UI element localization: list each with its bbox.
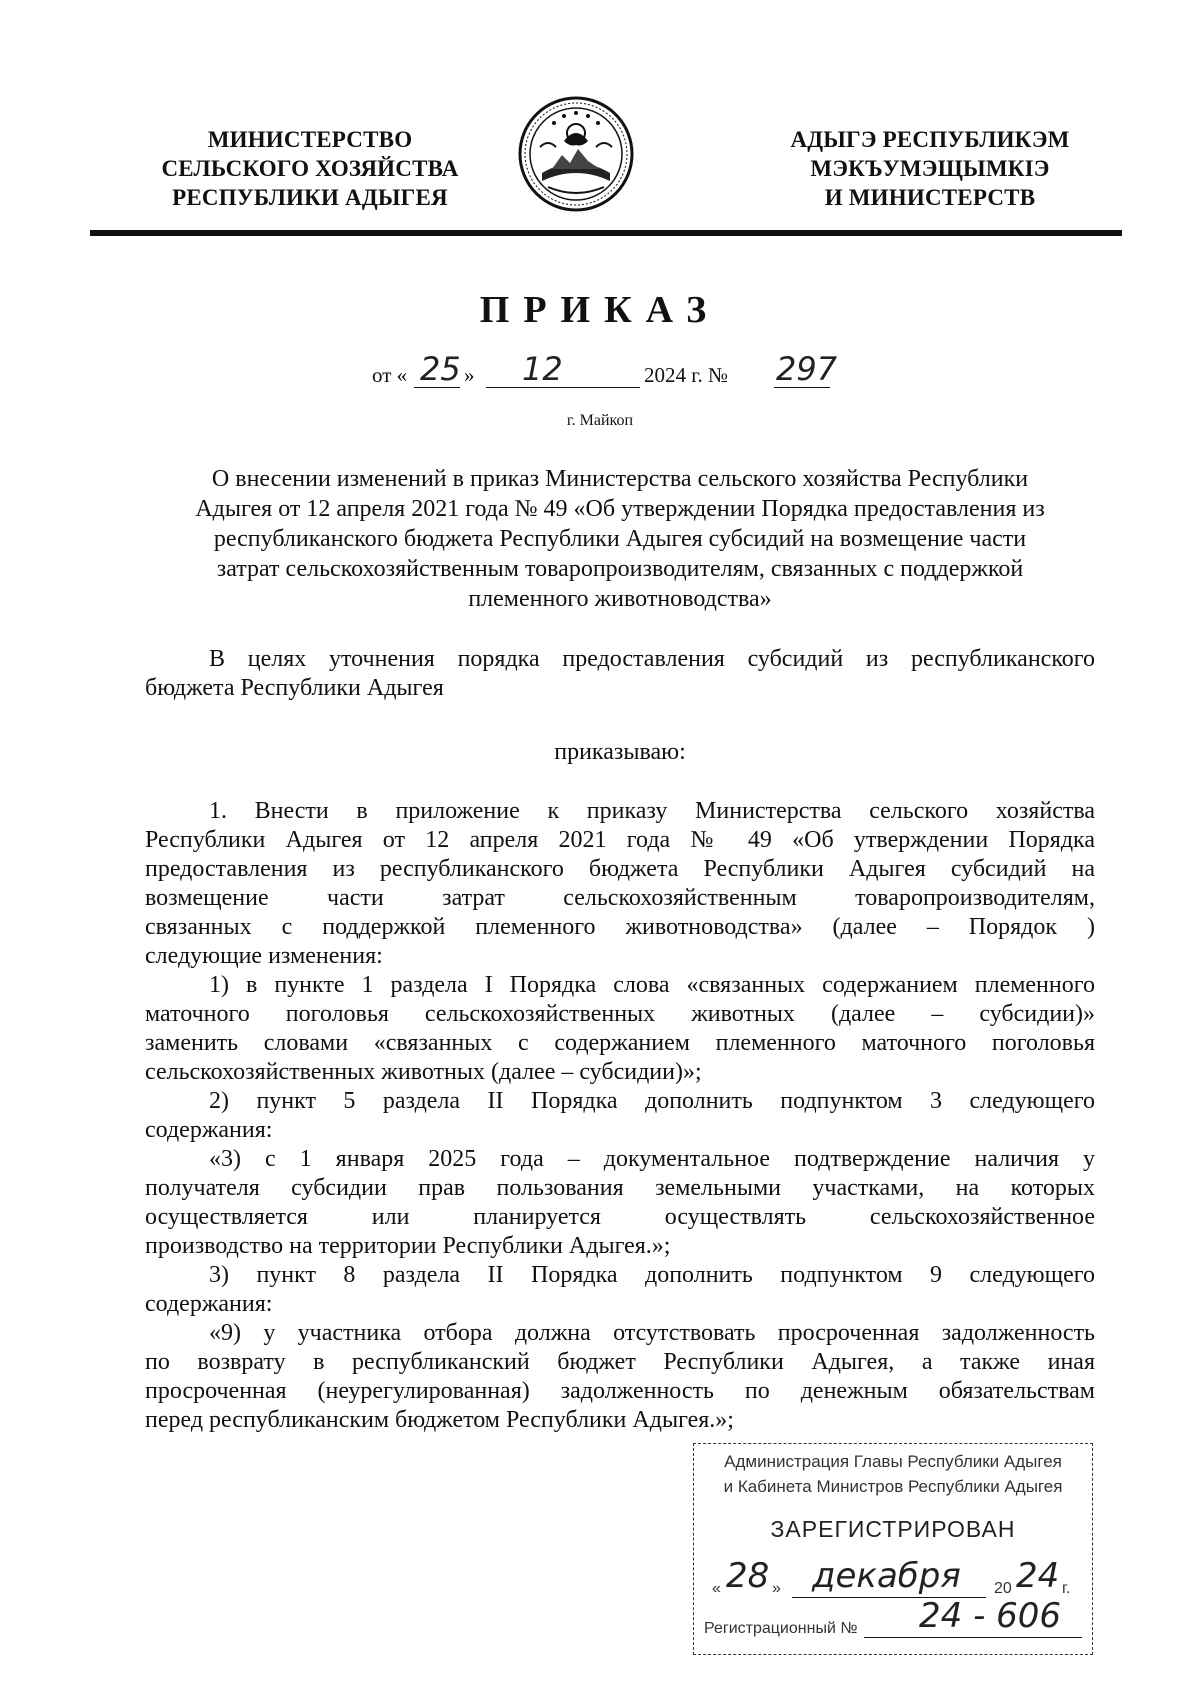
body-line: 1) в пункте 1 раздела I Порядка слова «связанных содержанием племенного bbox=[209, 972, 1095, 998]
stamp-day-open: « bbox=[712, 1580, 721, 1597]
subject-line: племенного животноводства» bbox=[468, 586, 772, 612]
registration-stamp bbox=[693, 1443, 1093, 1655]
month-underline bbox=[486, 387, 640, 388]
body-line: по возврату в республиканский бюджет Республики Адыгея, а также иная bbox=[145, 1349, 1095, 1375]
order-number-handwritten: 297 bbox=[776, 350, 838, 388]
body-line: 3) пункт 8 раздела II Порядка дополнить подпунктом 9 следующего bbox=[209, 1262, 1095, 1288]
order-word: приказываю: bbox=[554, 739, 686, 765]
subject-line: затрат сельскохозяйственным товаропроизводителям, связанных с поддержкой bbox=[216, 556, 1024, 582]
body-line: осуществляется или планируется осуществлять сельскохозяйственное bbox=[145, 1204, 1095, 1230]
stamp-year-mark: г. bbox=[1062, 1580, 1071, 1597]
body-line: просроченная (неурегулированная) задолженность по денежным обязательствам bbox=[145, 1378, 1095, 1404]
paragraph-2 bbox=[145, 971, 1095, 1087]
header-divider bbox=[90, 230, 1122, 236]
paragraph-3 bbox=[145, 1087, 1095, 1145]
subject-line: Адыгея от 12 апреля 2021 года № 49 «Об утверждении Порядка предоставления из bbox=[195, 496, 1045, 522]
header-right-line: АДЫГЭ РЕСПУБЛИКЭМ bbox=[790, 127, 1070, 152]
stamp-day-handwritten: 28 bbox=[726, 1556, 770, 1596]
date-day-handwritten: 25 bbox=[420, 350, 461, 388]
body-line: предоставления из республиканского бюджета Республики Адыгея субсидий на bbox=[145, 856, 1095, 882]
body-line: «3) с 1 января 2025 года – документальное подтверждение наличия у bbox=[209, 1146, 1095, 1172]
city-label: г. Майкоп bbox=[566, 412, 634, 429]
body-line: «9) у участника отбора должна отсутствовать просроченная задолженность bbox=[209, 1320, 1095, 1346]
subject-line: республиканского бюджета Республики Адыгея субсидий на возмещение части bbox=[213, 526, 1027, 552]
body-line: содержания: bbox=[145, 1117, 273, 1143]
stamp-registered-label: ЗАРЕГИСТРИРОВАН bbox=[770, 1516, 1016, 1542]
body-line: 2) пункт 5 раздела II Порядка дополнить подпунктом 3 следующего bbox=[209, 1088, 1095, 1114]
stamp-authority-line: и Кабинета Министров Республики Адыгея bbox=[723, 1477, 1063, 1496]
paragraph-5 bbox=[145, 1261, 1095, 1319]
stamp-reg-number-handwritten: 24 - 606 bbox=[919, 1596, 1062, 1636]
date-month-handwritten: 12 bbox=[522, 350, 563, 388]
stamp-month-handwritten: декабря bbox=[812, 1556, 961, 1596]
ministry-name-adyghe bbox=[760, 125, 1100, 212]
stamp-reg-underline bbox=[864, 1637, 1082, 1638]
body-line: содержания: bbox=[145, 1291, 273, 1317]
order-dateline bbox=[372, 350, 892, 394]
body-line: 1. Внести в приложение к приказу Министерства сельского хозяйства bbox=[209, 798, 1095, 824]
ministry-name-russian bbox=[150, 125, 470, 212]
body-line: маточного поголовья сельскохозяйственных животных (далее – субсидии)» bbox=[145, 1001, 1095, 1027]
preamble-line: В целях уточнения порядка предоставления субсидий из республиканского bbox=[209, 646, 1095, 672]
document-title: ПРИКАЗ bbox=[479, 289, 721, 331]
date-from-label: от « bbox=[372, 363, 408, 387]
stamp-reg-label: Регистрационный № bbox=[704, 1620, 858, 1637]
body-line: сельскохозяйственных животных (далее – субсидии)»; bbox=[145, 1059, 702, 1085]
body-line: производство на территории Республики Адыгея.»; bbox=[145, 1233, 671, 1259]
date-day-close: » bbox=[464, 363, 475, 387]
header-left-line: РЕСПУБЛИКИ АДЫГЕЯ bbox=[172, 185, 448, 210]
header-right-line: МЭКЪУМЭЩЫМКIЭ bbox=[810, 156, 1050, 181]
header-left-line: МИНИСТЕРСТВО bbox=[207, 127, 413, 152]
header-left-line: СЕЛЬСКОГО ХОЗЯЙСТВА bbox=[161, 156, 459, 181]
body-line: возмещение части затрат сельскохозяйственным товаропроизводителям, bbox=[145, 885, 1095, 911]
coat-of-arms-emblem bbox=[512, 95, 640, 213]
stamp-day-close: » bbox=[772, 1580, 781, 1597]
body-line: связанных с поддержкой племенного животноводства» (далее – Порядок ) bbox=[145, 914, 1095, 940]
stamp-year-handwritten: 24 bbox=[1016, 1556, 1060, 1596]
stamp-registration-row bbox=[704, 1596, 1084, 1644]
body-line: получателя субсидии прав пользования земельными участками, на которых bbox=[145, 1175, 1095, 1201]
body-line: Республики Адыгея от 12 апреля 2021 года № 49 «Об утверждении Порядка bbox=[145, 827, 1095, 853]
order-subject bbox=[145, 464, 1095, 614]
subject-line: О внесении изменений в приказ Министерства сельского хозяйства Республики bbox=[211, 466, 1029, 492]
stamp-authority-line: Администрация Главы Республики Адыгея bbox=[724, 1452, 1062, 1471]
paragraph-4 bbox=[145, 1145, 1095, 1261]
stamp-year-prefix: 20 bbox=[994, 1580, 1012, 1597]
preamble-line: бюджета Республики Адыгея bbox=[145, 675, 444, 701]
header-right-line: И МИНИСТЕРСТВ bbox=[824, 185, 1036, 210]
preamble bbox=[145, 645, 1095, 703]
body-line: заменить словами «связанных с содержанием племенного маточного поголовья bbox=[145, 1030, 1095, 1056]
paragraph-1 bbox=[145, 797, 1095, 971]
body-line: следующие изменения: bbox=[145, 943, 383, 969]
paragraph-6 bbox=[145, 1319, 1095, 1435]
date-year-label: 2024 г. № bbox=[644, 363, 729, 387]
body-line: перед республиканским бюджетом Республики Адыгея.»; bbox=[145, 1407, 734, 1433]
